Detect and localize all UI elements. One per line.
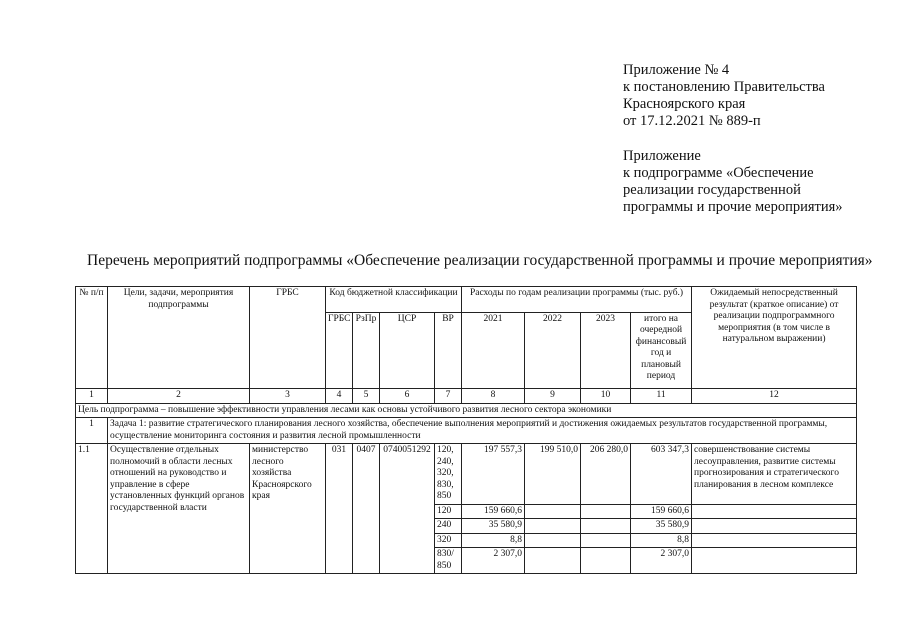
header-result: Ожидаемый непосредственный результат (краткое описание) от реализации подпрограммного мероприятия (в том числе в натуральном выражении): [692, 287, 857, 389]
column-number: 1: [76, 389, 108, 404]
column-number: 8: [462, 389, 525, 404]
vr-cell: 320: [435, 533, 462, 548]
amount-2023: 206 280,0: [581, 444, 631, 505]
column-number: 9: [525, 389, 581, 404]
task-num: 1: [76, 418, 108, 444]
amount-2023: [581, 533, 631, 548]
sub-annex-line: к подпрограмме «Обеспечение: [623, 165, 814, 181]
subheader-year: 2021: [462, 312, 525, 389]
activity-grbs-name: министерство лесного хозяйства Красноярского края: [250, 444, 326, 574]
subheader-rzpr: РзПр: [353, 312, 380, 389]
header-expenses: Расходы по годам реализации программы (тыс. руб.): [462, 287, 692, 313]
amount-2022: 199 510,0: [525, 444, 581, 505]
annex-block: [623, 62, 825, 130]
subheader-csr: ЦСР: [380, 312, 435, 389]
amount-total: 159 660,6: [631, 504, 692, 519]
vr-cell: 830/ 850: [435, 548, 462, 574]
annex-line: Приложение № 4: [623, 62, 730, 78]
sub-annex-line: Приложение: [623, 148, 701, 164]
amount-2023: [581, 519, 631, 534]
activity-row: [76, 444, 857, 505]
sub-annex-block: [623, 148, 843, 216]
header-grbs: ГРБС: [250, 287, 326, 389]
activity-rzpr: 0407: [353, 444, 380, 574]
column-number-row: [76, 389, 857, 404]
subheader-year: 2022: [525, 312, 581, 389]
amount-2023: [581, 548, 631, 574]
header-goals: Цели, задачи, мероприятия подпрограммы: [108, 287, 250, 389]
amount-2022: [525, 504, 581, 519]
amount-2021: 159 660,6: [462, 504, 525, 519]
result-cell: [692, 519, 857, 534]
amount-total: 603 347,3: [631, 444, 692, 505]
column-number: 4: [326, 389, 353, 404]
sub-annex-line: реализации государственной: [623, 182, 801, 198]
amount-2021: 35 580,9: [462, 519, 525, 534]
header-num: № п/п: [76, 287, 108, 389]
task-text: Задача 1: развитие стратегического планирования лесного хозяйства, обеспечение выполнения мероприятий и достижения ожидаемых результатов государственной программы, осуществление мониторинга состояния и развития лесной промышленности: [108, 418, 857, 444]
activity-result: совершенствование системы лесоуправления, развитие системы прогнозирования и стратегического планирования в лесном комплексе: [692, 444, 857, 505]
annex-line: от 17.12.2021 № 889-п: [623, 113, 761, 129]
column-number: 10: [581, 389, 631, 404]
task-row: [76, 418, 857, 444]
goal-text: Цель подпрограмма – повышение эффективности управления лесами как основы устойчивого развития лесного сектора экономики: [76, 403, 857, 418]
annex-line: Красноярского края: [623, 96, 746, 112]
subheader-grbs: ГРБС: [326, 312, 353, 389]
activity-name: Осуществление отдельных полномочий в области лесных отношений на руководство и управление в сфере установленных функций органов государственной власти: [108, 444, 250, 574]
column-number: 7: [435, 389, 462, 404]
amount-2021: 2 307,0: [462, 548, 525, 574]
activity-grbs-code: 031: [326, 444, 353, 574]
sub-annex-line: программы и прочие мероприятия»: [623, 199, 843, 215]
column-number: 12: [692, 389, 857, 404]
header-budget-code: Код бюджетной классификации: [326, 287, 462, 313]
header-row: [76, 287, 857, 313]
amount-2023: [581, 504, 631, 519]
annex-line: к постановлению Правительства: [623, 79, 825, 95]
amount-total: 35 580,9: [631, 519, 692, 534]
activity-csr: 0740051292: [380, 444, 435, 574]
amount-total: 2 307,0: [631, 548, 692, 574]
vr-cell: 120, 240, 320, 830, 850: [435, 444, 462, 505]
column-number: 2: [108, 389, 250, 404]
result-cell: [692, 548, 857, 574]
goal-row: [76, 403, 857, 418]
column-number: 5: [353, 389, 380, 404]
activity-num: 1.1: [76, 444, 108, 574]
amount-2021: 8,8: [462, 533, 525, 548]
subheader-vr: ВР: [435, 312, 462, 389]
column-number: 11: [631, 389, 692, 404]
amount-2022: [525, 548, 581, 574]
amount-total: 8,8: [631, 533, 692, 548]
result-cell: [692, 533, 857, 548]
column-number: 3: [250, 389, 326, 404]
subheader-year: 2023: [581, 312, 631, 389]
column-number: 6: [380, 389, 435, 404]
amount-2021: 197 557,3: [462, 444, 525, 505]
amount-2022: [525, 519, 581, 534]
amount-2022: [525, 533, 581, 548]
result-cell: [692, 504, 857, 519]
subheader-total: итого на очередной финансовый год и плановый период: [631, 312, 692, 389]
activities-table: [75, 286, 857, 574]
vr-cell: 240: [435, 519, 462, 534]
document-title: Перечень мероприятий подпрограммы «Обеспечение реализации государственной программы и прочие мероприятия»: [87, 252, 873, 269]
vr-cell: 120: [435, 504, 462, 519]
